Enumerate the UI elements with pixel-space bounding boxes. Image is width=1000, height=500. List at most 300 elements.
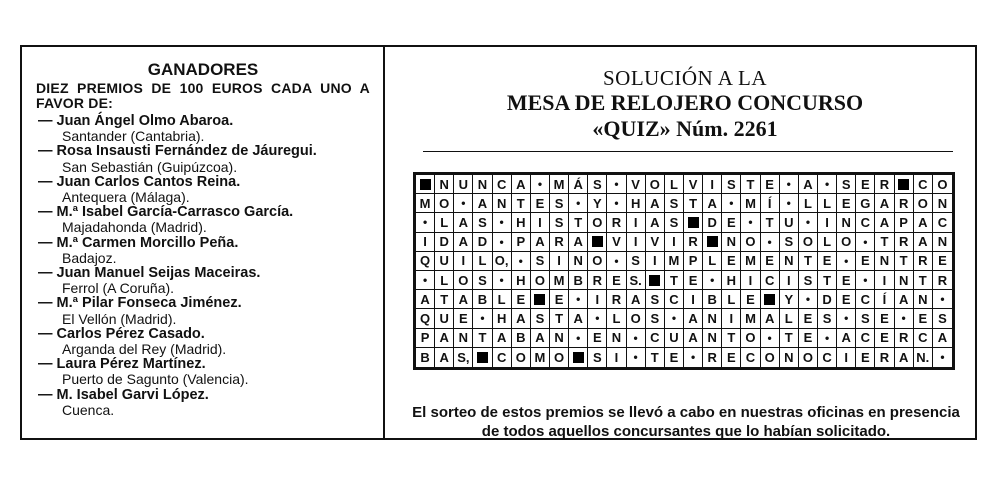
separator-cell: • [684,348,703,367]
winner-name: — M. Isabel Garvi López. [38,386,209,403]
black-square-cell [473,348,492,367]
separator-cell: • [607,194,626,213]
solution-grid [413,172,955,370]
letter-cell: C [493,175,512,194]
black-square-cell [588,233,607,252]
letter-cell: A [933,329,952,348]
black-square-cell [646,271,665,290]
letter-cell: I [646,252,665,271]
letter-cell: T [799,252,818,271]
letter-cell: O [550,348,569,367]
letter-cell: M [550,175,569,194]
letter-cell: A [646,194,665,213]
separator-cell: • [416,213,435,232]
separator-cell: • [665,309,684,328]
black-square-cell [895,175,914,194]
header-rule [423,151,953,152]
letter-cell: C [665,290,684,309]
letter-cell: A [473,194,492,213]
letter-cell: E [799,309,818,328]
black-square-icon [707,236,718,247]
letter-cell: U [665,329,684,348]
letter-cell: R [607,213,626,232]
separator-cell: • [531,175,550,194]
letter-cell: A [914,213,933,232]
winner-entry [28,357,378,387]
letter-cell: H [722,271,741,290]
letter-cell: V [684,175,703,194]
letter-cell: L [435,271,454,290]
winner-name: — Rosa Insausti Fernández de Jáuregui. [38,143,317,160]
letter-cell: S [665,213,684,232]
letter-cell: E [837,290,856,309]
winner-place: Santander (Cantabria). [62,128,205,145]
letter-cell: C [933,213,952,232]
letter-cell: I [875,271,894,290]
letter-cell: E [856,252,875,271]
separator-cell: • [799,290,818,309]
black-square-icon [898,179,909,190]
winners-list [28,114,378,418]
letter-cell: S [646,309,665,328]
black-square-icon [573,352,584,363]
letter-cell: N [435,175,454,194]
letter-cell: T [435,290,454,309]
letter-cell: I [627,213,646,232]
letter-cell: T [665,271,684,290]
separator-cell: • [627,329,646,348]
letter-cell: A [875,213,894,232]
letter-cell: V [646,233,665,252]
separator-cell: • [493,271,512,290]
separator-cell: • [607,175,626,194]
letter-cell: G [856,194,875,213]
letter-cell: I [454,252,473,271]
letter-cell: R [875,175,894,194]
letter-cell: P [512,233,531,252]
letter-cell: Q [416,309,435,328]
letter-cell: S [531,309,550,328]
letter-cell: O [914,194,933,213]
black-square-icon [764,294,775,305]
letter-cell: S [627,252,646,271]
letter-cell: N [933,194,952,213]
letter-cell: A [895,348,914,367]
letter-cell: T [818,271,837,290]
letter-cell: O [512,348,531,367]
letter-cell: A [799,175,818,194]
letter-cell: A [837,329,856,348]
black-square-cell [761,290,780,309]
letter-cell: S [588,348,607,367]
separator-cell: • [607,252,626,271]
letter-cell: L [722,290,741,309]
separator-cell: • [780,175,799,194]
letter-cell: B [512,329,531,348]
letter-cell: I [588,290,607,309]
letter-cell: S [933,309,952,328]
black-square-icon [592,236,603,247]
letter-cell: N [875,252,894,271]
letter-cell: E [875,309,894,328]
solution-header [420,66,950,142]
separator-cell: • [569,290,588,309]
letter-cell: A [531,233,550,252]
separator-cell: • [856,233,875,252]
winner-name: — Laura Pérez Martínez. [38,356,206,373]
letter-cell: B [569,271,588,290]
black-square-cell [531,290,550,309]
letter-cell: T [875,233,894,252]
separator-cell: • [741,213,760,232]
letter-cell: E [722,348,741,367]
letter-cell: E [837,271,856,290]
letter-cell: E [531,194,550,213]
winner-entry [28,266,378,296]
letter-cell: N [569,252,588,271]
letter-cell: S. [627,271,646,290]
letter-cell: R [550,233,569,252]
letter-cell: N [454,329,473,348]
letter-cell: S [473,271,492,290]
letter-cell: M [531,348,550,367]
letter-cell: A [531,329,550,348]
separator-cell: • [703,271,722,290]
letter-cell: H [512,271,531,290]
letter-cell: T [684,194,703,213]
letter-cell: A [416,290,435,309]
letter-cell: C [856,290,875,309]
letter-cell: O [588,213,607,232]
letter-cell: S [588,175,607,194]
letter-cell: L [703,252,722,271]
letter-cell: S [837,175,856,194]
letter-cell: O [761,348,780,367]
letter-cell: D [435,233,454,252]
letter-cell: D [703,213,722,232]
letter-cell: A [684,309,703,328]
letter-cell: I [627,233,646,252]
letter-cell: U [435,252,454,271]
letter-cell: E [799,329,818,348]
letter-cell: N [914,290,933,309]
letter-cell: N. [914,348,933,367]
letter-cell: T [512,194,531,213]
letter-cell: T [895,252,914,271]
letter-cell: A [435,348,454,367]
black-square-cell [569,348,588,367]
separator-cell: • [940,350,945,365]
letter-cell: N [722,233,741,252]
header-line-1: SOLUCIÓN A LA [602,66,767,90]
letter-cell: E [818,252,837,271]
letter-cell: E [550,290,569,309]
letter-cell: A [454,213,473,232]
letter-cell: C [856,329,875,348]
letter-cell: I [818,213,837,232]
letter-cell: S [531,252,550,271]
separator-cell: • [454,194,473,213]
separator-cell: • [856,271,875,290]
letter-cell: O [627,309,646,328]
winners-title: GANADORES [147,60,259,79]
letter-cell: A [512,309,531,328]
letter-cell: N [493,194,512,213]
black-square-icon [420,179,431,190]
separator-cell: • [895,309,914,328]
letter-cell: S, [454,348,473,367]
separator-cell: • [933,290,952,309]
winner-name: — M.ª Pilar Fonseca Jiménez. [38,295,242,312]
letter-cell: A [454,233,473,252]
letter-cell: E [761,175,780,194]
letter-cell: B [473,290,492,309]
letter-cell: N [780,252,799,271]
letter-cell: I [416,233,435,252]
letter-cell: N [933,233,952,252]
letter-cell: O [741,233,760,252]
letter-cell: Á [569,175,588,194]
winner-place: Arganda del Rey (Madrid). [62,341,227,358]
header-line-2: MESA DE RELOJERO CONCURSO [506,90,864,115]
letter-cell: I [837,348,856,367]
separator-cell: • [569,194,588,213]
letter-cell: S [665,194,684,213]
letter-cell: A [914,233,933,252]
letter-cell: S [473,213,492,232]
winner-entry [28,327,378,357]
letter-cell: Q [416,252,435,271]
letter-cell: P [895,213,914,232]
letter-cell: S [646,290,665,309]
letter-cell: Y [588,194,607,213]
letter-cell: R [607,290,626,309]
separator-cell: • [416,271,435,290]
letter-cell: P [416,329,435,348]
letter-cell: O [799,233,818,252]
letter-cell: A [646,213,665,232]
letter-cell: R [875,348,894,367]
winners-intro: DIEZ PREMIOS DE 100 EUROS CADA UNO A FAVOR DE: [36,80,370,111]
letter-cell: O [588,252,607,271]
letter-cell: S [550,194,569,213]
letter-cell: T [473,329,492,348]
letter-cell: O [741,329,760,348]
letter-cell: M [741,194,760,213]
letter-cell: N [703,329,722,348]
letter-cell: C [646,329,665,348]
letter-cell: U [780,213,799,232]
letter-cell: Í [761,194,780,213]
winner-entry [28,175,378,205]
letter-cell: L [780,309,799,328]
winner-name: — Juan Manuel Seijas Maceiras. [38,265,261,282]
letter-cell: N [837,213,856,232]
letter-cell: L [473,252,492,271]
separator-cell: • [493,213,512,232]
letter-cell: O [435,194,454,213]
letter-cell: R [914,252,933,271]
letter-cell: T [741,175,760,194]
letter-cell: L [435,213,454,232]
letter-cell: O, [493,252,512,271]
letter-cell: D [818,290,837,309]
letter-cell: O [646,175,665,194]
letter-cell: H [627,194,646,213]
letter-cell: E [837,194,856,213]
letter-cell: O [933,175,952,194]
letter-cell: E [588,329,607,348]
header-line-3: «QUIZ» Núm. 2261 [592,116,778,141]
letter-cell: A [435,329,454,348]
letter-cell: E [665,348,684,367]
letter-cell: S [799,271,818,290]
letter-cell: E [933,252,952,271]
draw-note: El sorteo de estos premios se llevó a cabo en nuestras oficinas en presencia de todos aquellos concursantes que lo habían solicitado. [412,404,960,440]
letter-cell: B [703,290,722,309]
letter-cell: D [473,233,492,252]
letter-cell: T [569,213,588,232]
letter-cell: R [895,194,914,213]
winner-place: San Sebastián (Guipúzcoa). [62,158,238,175]
winner-name: — M.ª Isabel García-Carrasco García. [38,204,294,221]
letter-cell: T [550,309,569,328]
letter-cell: A [512,175,531,194]
letter-cell: T [646,348,665,367]
letter-cell: L [665,175,684,194]
letter-cell: L [818,233,837,252]
separator-cell: • [493,233,512,252]
letter-cell: V [607,233,626,252]
letter-cell: C [818,348,837,367]
letter-cell: E [856,348,875,367]
winner-place: El Vellón (Madrid). [62,310,177,327]
letter-cell: R [588,271,607,290]
black-square-icon [688,217,699,228]
black-square-cell [684,213,703,232]
separator-cell: • [799,213,818,232]
black-square-icon [534,294,545,305]
winner-name: — Juan Carlos Cantos Reina. [38,173,241,190]
letter-cell: T [780,329,799,348]
letter-cell: I [684,290,703,309]
letter-cell: R [933,271,952,290]
winner-entry [28,236,378,266]
winner-entry [28,388,378,418]
winner-place: Puerto de Sagunto (Valencia). [62,371,249,388]
letter-cell: E [722,252,741,271]
letter-cell: O [454,271,473,290]
letter-cell: T [761,213,780,232]
letter-cell: I [607,348,626,367]
letter-cell: R [895,329,914,348]
separator-cell: • [722,194,741,213]
letter-cell: E [914,309,933,328]
separator-cell: • [761,233,780,252]
letter-cell: I [722,309,741,328]
letter-cell: O [837,233,856,252]
letter-cell: A [895,290,914,309]
winner-name: — Carlos Pérez Casado. [38,325,205,342]
letter-cell: I [780,271,799,290]
letter-cell: N [895,271,914,290]
letter-cell: A [627,290,646,309]
letter-cell: S [780,233,799,252]
letter-cell: S [550,213,569,232]
letter-cell: N [607,329,626,348]
letter-cell: T [914,271,933,290]
letter-cell: C [761,271,780,290]
letter-cell: P [684,252,703,271]
letter-cell: I [665,233,684,252]
letter-cell: S [818,309,837,328]
letter-cell: A [493,329,512,348]
letter-cell: M [416,194,435,213]
letter-cell: H [512,213,531,232]
winner-place: Cuenca. [62,401,115,418]
letter-cell: E [741,290,760,309]
winner-name: — M.ª Carmen Morcillo Peña. [38,234,239,251]
letter-cell: Í [875,290,894,309]
letter-cell: S [856,309,875,328]
letter-cell: R [895,233,914,252]
black-square-icon [477,352,488,363]
winner-place: Antequera (Málaga). [62,189,190,206]
letter-cell: H [493,309,512,328]
letter-cell: R [684,233,703,252]
letter-cell: E [856,175,875,194]
letter-cell: A [684,329,703,348]
letter-cell: Y [780,290,799,309]
separator-cell: • [627,348,646,367]
letter-cell: B [416,348,435,367]
separator-cell: • [569,329,588,348]
letter-cell: N [550,329,569,348]
letter-cell: A [569,233,588,252]
winner-name: — Juan Ángel Olmo Abaroa. [38,113,234,129]
separator-cell: • [588,309,607,328]
letter-cell: E [875,329,894,348]
winner-entry [28,205,378,235]
letter-cell: M [741,252,760,271]
panel-divider [383,45,385,440]
separator-cell: • [837,252,856,271]
letter-cell: M [741,309,760,328]
letter-cell: E [512,290,531,309]
letter-cell: I [741,271,760,290]
separator-cell: • [512,252,531,271]
letter-cell: L [818,194,837,213]
letter-cell: U [435,309,454,328]
winners-panel [28,60,378,418]
letter-cell: C [914,329,933,348]
letter-cell: M [665,252,684,271]
letter-cell: E [684,271,703,290]
letter-cell: I [703,175,722,194]
separator-cell: • [473,309,492,328]
letter-cell: C [493,348,512,367]
letter-cell: V [627,175,646,194]
letter-cell: R [703,348,722,367]
winner-place: Badajoz. [62,249,117,266]
separator-cell: • [780,194,799,213]
letter-cell: N [780,348,799,367]
letter-cell: M [550,271,569,290]
letter-cell: N [703,309,722,328]
letter-cell: A [875,194,894,213]
separator-cell: • [761,329,780,348]
winner-place: Ferrol (A Coruña). [62,280,175,297]
